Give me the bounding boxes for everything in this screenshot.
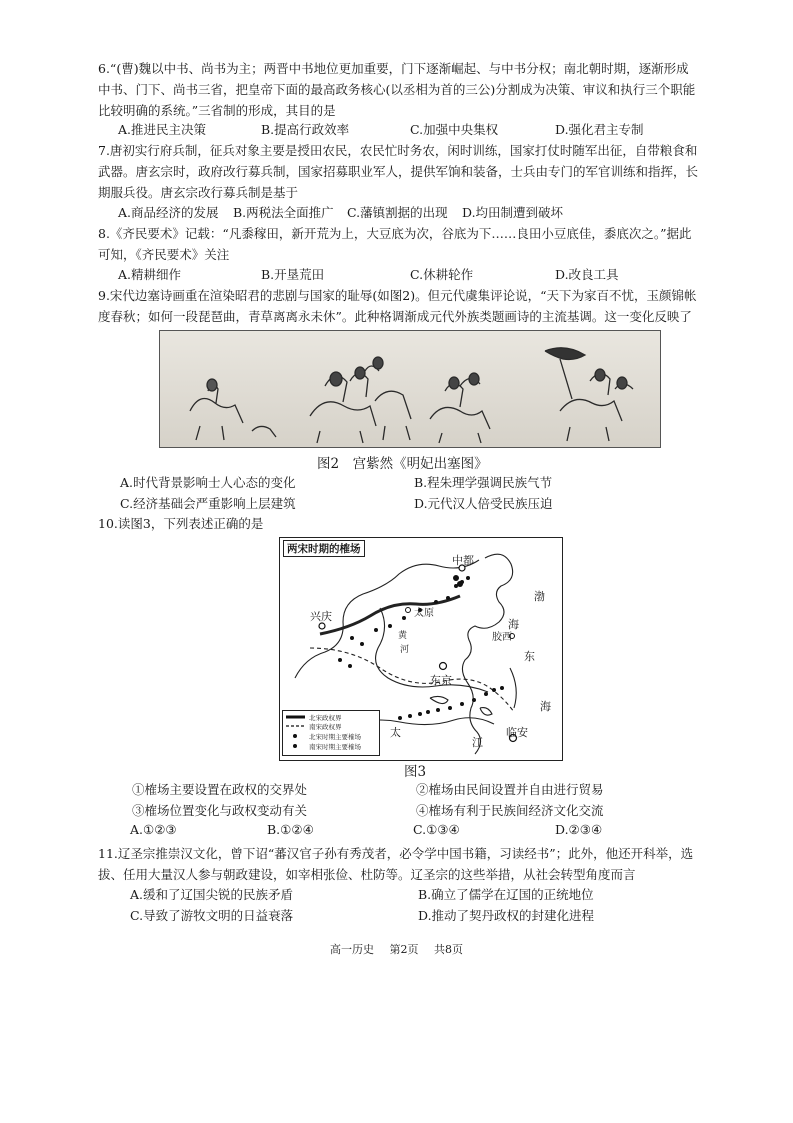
map-label-he: 河 <box>400 645 410 655</box>
map-label-taiyuan: 太原 <box>414 608 434 619</box>
q8-option-b[interactable]: B.开垦荒田 <box>261 267 325 282</box>
q7-option-c[interactable]: C.藩镇割据的出现 <box>347 205 448 220</box>
q6-option-b[interactable]: B.提高行政效率 <box>261 122 350 137</box>
legend-south-song-border: 南宋政权界 <box>309 723 342 731</box>
map-label-lin-an: 临安 <box>506 726 528 739</box>
q9-option-b[interactable]: B.程朱理学强调民族气节 <box>414 475 553 490</box>
map-legend <box>282 710 380 756</box>
question-7-stem: 7.唐初实行府兵制，征兵对象主要是授田农民，农民忙时务农，闲时训练，国家打仗时随军出征，自带粮食和武器。唐玄宗时，政府改行募兵制，国家招募职业军人，提供军饷和装备，士兵由专门的军官训练和指挥，长期服兵役。唐玄宗改行募兵制是基于 <box>98 143 699 200</box>
q10-statement-3: ③榷场位置变化与政权变动有关 <box>132 803 308 818</box>
question-10-options <box>130 822 690 842</box>
legend-south-song-markets: 南宋时期主要榷场 <box>309 743 361 751</box>
q7-option-d[interactable]: D.均田制遭到破坏 <box>462 205 564 220</box>
map-label-jiaoxi: 胶西 <box>492 632 512 643</box>
map-label-bo: 渤 <box>534 590 545 603</box>
q9-option-d[interactable]: D.元代汉人倍受民族压迫 <box>414 496 553 511</box>
q11-option-b[interactable]: B.确立了儒学在辽国的正统地位 <box>418 887 594 902</box>
painting-sketch <box>160 331 660 447</box>
q10-option-c[interactable]: C.①③④ <box>413 822 460 837</box>
question-10-statements-row1 <box>132 780 652 800</box>
q6-option-c[interactable]: C.加强中央集权 <box>410 122 499 137</box>
question-11-options-row2 <box>130 906 650 926</box>
map-label-hai-north: 海 <box>508 618 519 631</box>
question-6-stem: 6.“(曹)魏以中书、尚书为主；两晋中书地位更加重要，门下逐渐崛起、与中书分权；南北朝时期，逐渐形成中书、门下、尚书三省，把皇帝下面的最高政务核心(以丞相为首的三公)分割成为决策、审议和执行三个职能比较明确的系统。”三省制的形成，其目的是 <box>98 61 696 118</box>
q8-option-c[interactable]: C.休耕轮作 <box>410 267 474 282</box>
q10-statement-2: ②榷场由民间设置并自由进行贸易 <box>416 782 604 797</box>
legend-north-song-border: 北宋政权界 <box>309 714 342 722</box>
map-label-dong: 东 <box>524 650 535 663</box>
q9-option-c[interactable]: C.经济基础会严重影响上层建筑 <box>120 496 296 511</box>
map-label-jiang: 江 <box>472 736 483 749</box>
footer-page-number: 第2页 <box>389 943 419 956</box>
q11-option-c[interactable]: C.导致了游牧文明的日益衰落 <box>130 908 294 923</box>
q8-option-d[interactable]: D.改良工具 <box>555 267 619 282</box>
q6-option-d[interactable]: D.强化君主专制 <box>555 122 644 137</box>
q7-option-a[interactable]: A.商品经济的发展 <box>118 205 219 220</box>
map-label-tai: 太 <box>390 726 401 739</box>
ming-fei-chu-sai-painting <box>159 330 661 448</box>
map-label-huang: 黄 <box>398 631 408 641</box>
q11-option-d[interactable]: D.推动了契丹政权的封建化进程 <box>418 908 595 923</box>
q10-option-b[interactable]: B.①②④ <box>267 822 314 837</box>
q11-option-a[interactable]: A.缓和了辽国尖锐的民族矛盾 <box>130 887 294 902</box>
figure-3-caption: 图3 <box>404 764 427 780</box>
q10-statement-4: ④榷场有利于民族间经济文化交流 <box>416 803 604 818</box>
map-label-hai-east: 海 <box>540 700 551 713</box>
question-9-stem: 9.宋代边塞诗画重在渲染昭君的悲剧与国家的耻辱(如图2)。但元代虞集评论说，“天下为家百不忧，玉颜锦帐度春秋；如何一段琵琶曲，青草离离永未休”。此种格调渐成元代外族类题画诗的主流基调。这一变化反映了 <box>98 288 697 324</box>
question-8-stem: 8.《齐民要术》记载：“凡黍稼田，新开荒为上，大豆底为次，谷底为下……良田小豆底佳，黍底次之。”据此可知，《齐民要术》关注 <box>98 226 692 262</box>
map-title: 两宋时期的榷场 <box>283 540 365 557</box>
question-9-options-row1 <box>120 473 640 493</box>
legend-north-song-markets: 北宋时期主要榷场 <box>309 733 361 741</box>
q10-option-a[interactable]: A.①②③ <box>130 822 177 837</box>
q9-option-a[interactable]: A.时代背景影响士人心态的变化 <box>120 475 296 490</box>
question-11-stem: 11.辽圣宗推崇汉文化，曾下诏“蕃汉官子孙有秀茂者，必令学中国书籍，习读经书”；此外，他还开科举，选拔、任用大量汉人参与朝政建设，如宰相张俭、杜防等。辽圣宗的这些举措，从社会转型角度而言 <box>98 846 694 882</box>
footer-total-pages: 共8页 <box>434 943 463 956</box>
page-footer <box>0 941 793 957</box>
map-label-xingqing: 兴庆 <box>310 610 332 623</box>
question-8-options <box>118 265 678 285</box>
question-10-stem: 10.读图3，下列表述正确的是 <box>98 516 264 531</box>
question-7-options <box>118 203 678 223</box>
figure-2-caption: 图2 宫紫然《明妃出塞图》 <box>317 456 488 472</box>
map-label-zhongdu: 中都 <box>452 554 474 567</box>
map-label-dongjing: 东京 <box>430 674 452 687</box>
question-10-statements-row2 <box>132 801 652 821</box>
question-11-options-row1 <box>130 885 650 905</box>
q10-statement-1: ①榷场主要设置在政权的交界处 <box>132 782 308 797</box>
question-9-options-row2 <box>120 494 640 514</box>
q10-option-d[interactable]: D.②③④ <box>555 822 603 837</box>
question-6-options <box>118 120 678 140</box>
song-dynasty-trade-market-map <box>279 537 563 761</box>
footer-subject: 高一历史 <box>330 943 374 956</box>
q6-option-a[interactable]: A.推进民主决策 <box>118 122 207 137</box>
q7-option-b[interactable]: B.两税法全面推广 <box>233 205 334 220</box>
q8-option-a[interactable]: A.精耕细作 <box>118 267 182 282</box>
